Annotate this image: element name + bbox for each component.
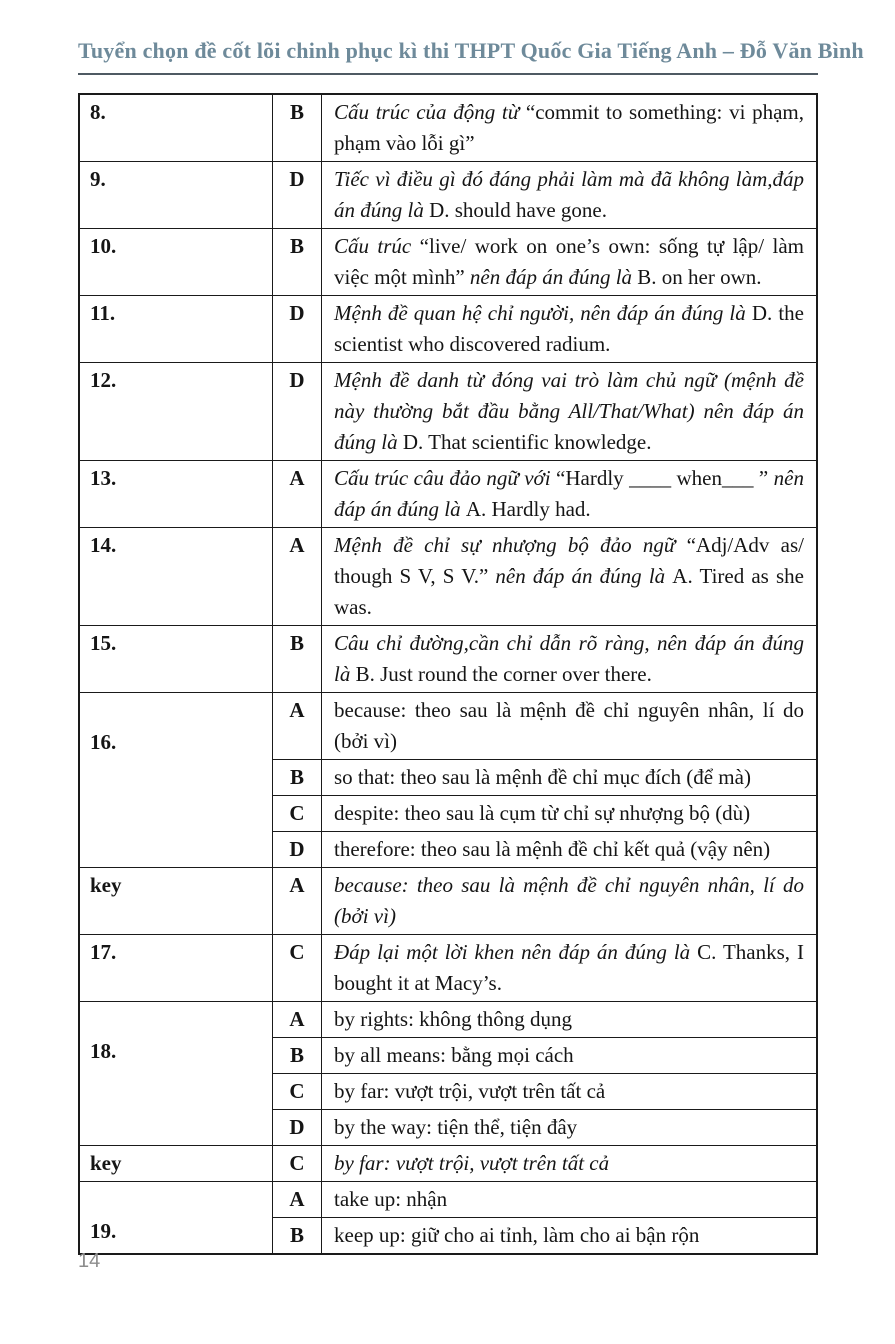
answer-letter: D <box>273 1110 322 1146</box>
answer-letter: A <box>273 693 322 760</box>
explanation-segment: D. should have gone. <box>429 198 607 222</box>
answer-letter: A <box>273 461 322 528</box>
answer-letter: B <box>273 229 322 296</box>
question-number: 18. <box>79 1002 273 1146</box>
explanation-italic-segment: Mệnh đề chỉ sự nhượng bộ đảo ngữ <box>334 533 687 557</box>
explanation-italic-segment: Mệnh đề danh từ đóng vai trò làm chủ ngữ (mệnh đề này thường bắt đầu bằng All/That/What) nên đáp án đúng là <box>334 368 804 454</box>
answer-explanation <box>322 796 818 832</box>
explanation-italic-segment: Cấu trúc của động từ <box>334 100 526 124</box>
answer-letter: A <box>273 528 322 626</box>
answer-explanation <box>322 832 818 868</box>
explanation-segment: “commit to something: vi phạm, phạm vào lỗi gì” <box>334 100 804 155</box>
question-number: 14. <box>79 528 273 626</box>
explanation-segment: B. on her own. <box>637 265 762 289</box>
answer-explanation <box>322 693 818 760</box>
answer-key-table-body <box>79 94 817 1254</box>
answer-row <box>79 94 817 162</box>
explanation-segment: therefore: theo sau là mệnh đề chỉ kết quả (vậy nên) <box>334 837 771 861</box>
explanation-segment: “live/ work on one’s own: sống tự lập/ làm việc một mình” <box>334 234 804 289</box>
answer-explanation <box>322 1218 818 1255</box>
answer-row <box>79 461 817 528</box>
answer-explanation <box>322 162 818 229</box>
answer-letter: C <box>273 1074 322 1110</box>
answer-explanation <box>322 760 818 796</box>
answer-row <box>79 296 817 363</box>
explanation-segment: A. Tired as she was. <box>334 564 804 619</box>
answer-explanation <box>322 1110 818 1146</box>
explanation-italic-segment: Đáp lại một lời khen nên đáp án đúng là <box>334 940 698 964</box>
explanation-segment: take up: nhận <box>334 1187 448 1211</box>
explanation-segment: B. Just round the corner over there. <box>355 662 652 686</box>
question-number: 12. <box>79 363 273 461</box>
answer-letter: B <box>273 760 322 796</box>
explanation-italic-segment: by far: vượt trội, vượt trên tất cả <box>334 1151 610 1175</box>
page-number: 14 <box>78 1250 101 1272</box>
answer-row <box>79 935 817 1002</box>
explanation-italic-segment: Mệnh đề quan hệ chỉ người, nên đáp án đúng là <box>334 301 752 325</box>
answer-explanation <box>322 1074 818 1110</box>
explanation-italic-segment: Cấu trúc <box>334 234 420 258</box>
answer-letter: B <box>273 94 322 162</box>
question-number: 8. <box>79 94 273 162</box>
explanation-segment: D. the scientist who discovered radium. <box>334 301 804 356</box>
answer-explanation <box>322 1182 818 1218</box>
explanation-segment: despite: theo sau là cụm từ chỉ sự nhượng bộ (dù) <box>334 801 751 825</box>
explanation-segment: because: theo sau là mệnh đề chỉ nguyên nhân, lí do (bởi vì) <box>334 698 804 753</box>
question-number: key <box>79 868 273 935</box>
explanation-italic-segment: nên đáp án đúng là <box>334 466 804 521</box>
answer-explanation <box>322 1002 818 1038</box>
answer-key-table <box>78 93 818 1255</box>
header-title: Tuyển chọn đề cốt lõi chinh phục kì thi THPT Quốc Gia Tiếng Anh – Đỗ Văn Bình <box>78 38 864 63</box>
answer-explanation <box>322 868 818 935</box>
answer-row <box>79 162 817 229</box>
explanation-segment: by rights: không thông dụng <box>334 1007 573 1031</box>
answer-row <box>79 1146 817 1182</box>
answer-letter: A <box>273 1002 322 1038</box>
answer-letter: D <box>273 363 322 461</box>
explanation-segment: A. Hardly had. <box>465 497 591 521</box>
answer-explanation <box>322 1146 818 1182</box>
explanation-segment: “Adj/Adv as/ though S V, S V.” <box>334 533 804 588</box>
answer-letter: B <box>273 626 322 693</box>
explanation-segment: C. Thanks, I bought it at Macy’s. <box>334 940 804 995</box>
answer-row <box>79 1182 817 1218</box>
explanation-segment: so that: theo sau là mệnh đề chỉ mục đích (để mà) <box>334 765 751 789</box>
answer-explanation <box>322 94 818 162</box>
answer-row <box>79 363 817 461</box>
answer-letter: D <box>273 832 322 868</box>
answer-row <box>79 868 817 935</box>
explanation-segment: by far: vượt trội, vượt trên tất cả <box>334 1079 606 1103</box>
answer-letter: A <box>273 1182 322 1218</box>
answer-row <box>79 626 817 693</box>
answer-letter: C <box>273 1146 322 1182</box>
explanation-italic-segment: Tiếc vì điều gì đó đáng phải làm mà đã không làm,đáp án đúng là <box>334 167 804 222</box>
explanation-italic-segment: nên đáp án đúng là <box>469 265 638 289</box>
explanation-segment: keep up: giữ cho ai tỉnh, làm cho ai bận rộn <box>334 1223 700 1247</box>
answer-explanation <box>322 528 818 626</box>
answer-explanation <box>322 461 818 528</box>
explanation-italic-segment: nên đáp án đúng là <box>495 564 673 588</box>
answer-explanation <box>322 1038 818 1074</box>
explanation-italic-segment: because: theo sau là mệnh đề chỉ nguyên nhân, lí do (bởi vì) <box>334 873 804 928</box>
answer-letter: D <box>273 162 322 229</box>
question-number: 10. <box>79 229 273 296</box>
question-number: key <box>79 1146 273 1182</box>
question-number: 13. <box>79 461 273 528</box>
question-number: 16. <box>79 693 273 868</box>
question-number: 15. <box>79 626 273 693</box>
question-number: 17. <box>79 935 273 1002</box>
answer-explanation <box>322 935 818 1002</box>
answer-letter: A <box>273 868 322 935</box>
answer-explanation <box>322 626 818 693</box>
answer-letter: C <box>273 935 322 1002</box>
explanation-segment: by the way: tiện thể, tiện đây <box>334 1115 578 1139</box>
explanation-segment: D. That scientific knowledge. <box>402 430 652 454</box>
answer-row <box>79 1002 817 1038</box>
explanation-italic-segment: Câu chỉ đường,cần chỉ dẫn rõ ràng, nên đáp án đúng là <box>334 631 804 686</box>
question-number: 9. <box>79 162 273 229</box>
answer-row <box>79 693 817 760</box>
answer-explanation <box>322 229 818 296</box>
answer-letter: D <box>273 296 322 363</box>
page-header <box>78 38 864 75</box>
answer-letter: B <box>273 1038 322 1074</box>
answer-explanation <box>322 363 818 461</box>
explanation-segment: “Hardly ____ when___ ” <box>556 466 774 490</box>
answer-row <box>79 229 817 296</box>
explanation-italic-segment: Cấu trúc câu đảo ngữ với <box>334 466 557 490</box>
answer-letter: B <box>273 1218 322 1255</box>
answer-explanation <box>322 296 818 363</box>
question-number: 11. <box>79 296 273 363</box>
answer-row <box>79 528 817 626</box>
explanation-segment: by all means: bằng mọi cách <box>334 1043 574 1067</box>
answer-letter: C <box>273 796 322 832</box>
question-number: 19. <box>79 1182 273 1255</box>
